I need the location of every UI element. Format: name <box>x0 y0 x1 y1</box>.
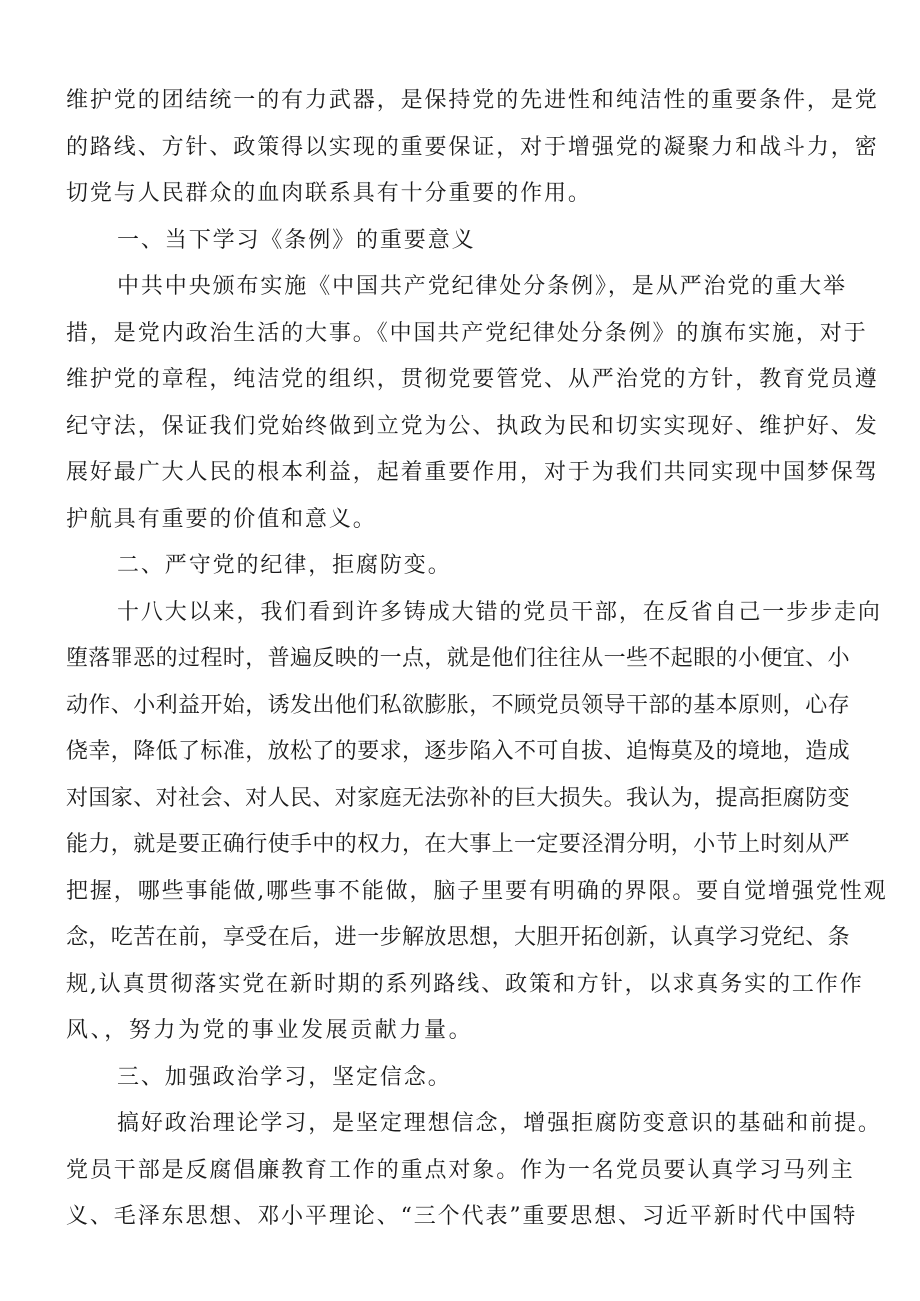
section-heading: 三、加强政治学习，坚定信念。 <box>117 1065 452 1090</box>
section-heading: 一、当下学习《条例》的重要意义 <box>117 228 476 253</box>
paragraph-line: 风、，努力为党的事业发展贡献力量。 <box>66 1018 474 1043</box>
paragraph-line: 展好最广大人民的根本利益，起着重要作用，对于为我们共同实现中国梦保驾 <box>66 460 879 485</box>
paragraph-line: 搞好政治理论学习，是坚定理想信念，增强拒腐防变意识的基础和前提。 <box>117 1111 882 1136</box>
paragraph-line: 堕落罪恶的过程时，普遍反映的一点，就是他们往往从一些不起眼的小便宜、小 <box>66 646 851 671</box>
paragraph-line: 念，吃苦在前，享受在后，进一步解放思想，大胆开拓创新，认真学习党纪、条 <box>66 925 851 950</box>
paragraph-line: 党员干部是反腐倡廉教育工作的重点对象。作为一名党员要认真学习马列主 <box>66 1158 855 1183</box>
paragraph-line: 侥幸，降低了标准，放松了的要求，逐步陷入不可自拔、追悔莫及的境地，造成 <box>66 739 851 764</box>
paragraph-line: 十八大以来，我们看到许多铸成大错的党员干部，在反省自己一步步走向 <box>117 600 882 625</box>
paragraph-line: 义、毛泽东思想、邓小平理论、“三个代表”重要思想、习近平新时代中国特 <box>66 1204 858 1229</box>
paragraph-line: 对国家、对社会、对人民、对家庭无法弥补的巨大损失。我认为，提高拒腐防变 <box>66 786 851 811</box>
paragraph-line: 规,认真贯彻落实党在新时期的系列路线、政策和方针，以求真务实的工作作 <box>66 972 864 997</box>
paragraph-line: 措，是党内政治生活的大事。《中国共产党纪律处分条例》的旗布实施，对于 <box>66 321 868 346</box>
section-heading: 二、严守党的纪律，拒腐防变。 <box>117 553 452 578</box>
paragraph-line: 动作、小利益开始，诱发出他们私欲膨胀，不顾党员领导干部的基本原则，心存 <box>66 693 851 718</box>
paragraph-line: 维护党的团结统一的有力武器，是保持党的先进性和纯洁性的重要条件，是党 <box>66 88 879 113</box>
paragraph-line: 能力，就是要正确行使手中的权力，在大事上一定要泾渭分明，小节上时刻从严 <box>66 832 851 857</box>
paragraph-line: 的路线、方针、政策得以实现的重要保证，对于增强党的凝聚力和战斗力，密 <box>66 135 879 160</box>
paragraph-line: 纪守法，保证我们党始终做到立党为公、执政为民和切实实现好、维护好、发 <box>66 414 879 439</box>
paragraph-line: 维护党的章程，纯洁党的组织，贯彻党要管党、从严治党的方针，教育党员遵 <box>66 367 879 392</box>
paragraph-line: 切党与人民群众的血肉联系具有十分重要的作用。 <box>66 181 592 206</box>
paragraph-line: 护航具有重要的价值和意义。 <box>66 507 377 532</box>
paragraph-line: 把握，哪些事能做,哪些事不能做，脑子里要有明确的界限。要自觉增强党性观 <box>66 879 888 904</box>
paragraph-line: 中共中央颁布实施《中国共产党纪律处分条例》，是从严治党的重大举 <box>117 274 847 299</box>
